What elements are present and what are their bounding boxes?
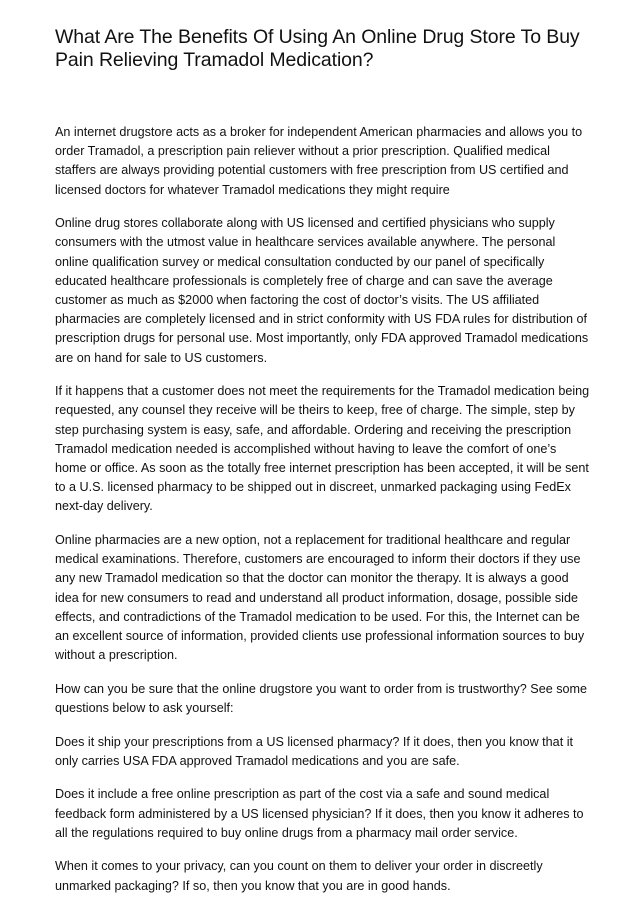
paragraph-2: Online drug stores collaborate along with US licensed and certified physicians who supply consumers with the utmost value in healthcare services available anywhere. The personal online qualification survey or medical consultation conducted by our panel of specifically educated healthcare professionals is completely free of charge and can save the average customer as much as $2000 when factoring the cost of doctor’s visits. The US affiliated pharmacies are completely licensed and in strict conformity with US FDA rules for distribution of prescription drugs for personal use. Most importantly, only FDA approved Tramadol medications are on hand for sale to US customers.	[55, 216, 589, 365]
paragraph-4: Online pharmacies are a new option, not a replacement for traditional healthcare and regular medical examinations. Therefore, customers are encouraged to inform their doctors if they use any new Tramadol medication so that the doctor can monitor the therapy. It is always a good idea for new consumers to read and understand all product information, dosage, possible side effects, and contradictions of the Tramadol medication to be used. For this, the Internet can be an excellent source of information, provided clients use professional information sources to buy without a prescription.	[55, 533, 585, 663]
paragraph-8: When it comes to your privacy, can you count on them to deliver your order in discreetly unmarked packaging? If so, then you know that you are in good hands.	[55, 859, 543, 893]
paragraph-5: How can you be sure that the online drugstore you want to order from is trustworthy? See some questions below to ask yourself:	[55, 681, 588, 716]
paragraph-6: Does it ship your prescriptions from a US licensed pharmacy? If it does, then you know that it only carries USA FDA approved Tramadol medications and you are safe.	[55, 734, 573, 768]
paragraph-7: Does it include a free online prescription as part of the cost via a safe and sound medical feedback form administered by a US licensed physician? If it does, then you know it adheres to all the regulations required to buy online drugs from a pharmacy mail order service.	[55, 787, 584, 840]
paragraph-3: If it happens that a customer does not meet the requirements for the Tramadol medication being requested, any counsel they receive will be theirs to keep, free of charge. The simple, step by step purchasing system is easy, safe, and affordable. Ordering and receiving the prescription Tramadol medication needed is accomplished without having to leave the comfort of one’s home or office. As soon as the totally free internet prescription has been accepted, it will be sent to a U.S. licensed pharmacy to be shipped out in discreet, unmarked packaging using FedEx next-day delivery.	[55, 384, 590, 514]
paragraph-1: An internet drugstore acts as a broker for independent American pharmacies and allows you to order Tramadol, a prescription pain reliever without a prior prescription. Qualified medical staffers are always providing potential customers with free prescription from US certified and licensed doctors for whatever Tramadol medications they might require	[55, 125, 583, 197]
article-body	[55, 123, 590, 896]
page-title: What Are The Benefits Of Using An Online Drug Store To Buy Pain Relieving Tramadol Medication?	[55, 26, 580, 71]
document-page	[55, 26, 590, 910]
